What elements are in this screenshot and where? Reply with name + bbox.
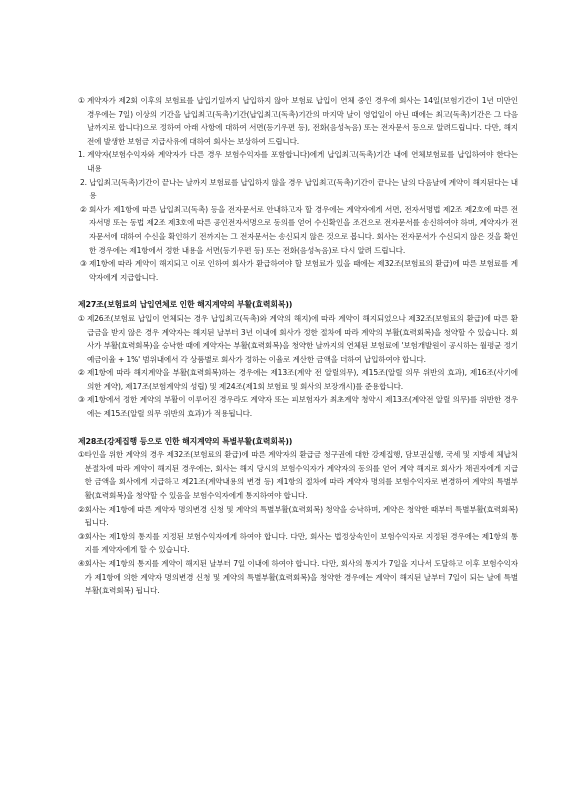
art26-paragraph-2 (78, 203, 518, 257)
paragraph-text: 회사는 제1항에 따른 계약자 명의변경 신청 및 계약의 특별부활(효력회복) 청약을 승낙하며, 계약은 청약한 때부터 특별부활(효력회복) 됩니다. (84, 504, 518, 528)
article-28-title: 제28조(강제집행 등으로 인한 해지계약의 특별부활(효력회복)) (78, 436, 293, 446)
paragraph-text: 타인을 위한 계약의 경우 제32조(보험료의 환급)에 따른 계약자의 환급금 청구권에 대한 강제집행, 담보권실행, 국세 및 지방세 체납처분절차에 따라 계약이 해지된 경우에는, 회사는 해지 당시의 보험수익자가 계약자의 동의를 얻어 계약 해지로 회사가 채권자에게 지급한 금액을 회사에게 지급하고 제21조(계약내용의 변경 등) 제1항의 절차에 따라 계약자 명의를 보험수익자로 변경하여 계약의 특별부활(효력회복)을 청약할 수 있음을 보험수익자에게 통지하여야 합니다. (84, 450, 518, 501)
paragraph-text: 제1항에서 정한 계약의 부활이 이루어진 경우라도 계약자 또는 피보험자가 최초계약 청약시 제13조(계약전 알릴 의무)를 위반한 경우에는 제15조(알릴 의무 위반의 효과)가 적용됩니다. (86, 395, 518, 419)
art27-paragraph-2 (78, 366, 518, 393)
paragraph-text: 제1항에 따라 계약이 해지되고 이로 인하여 회사가 환급하여야 할 보험료가 있을 때에는 제32조(보험료의 환급)에 따른 보험료를 계약자에게 지급합니다. (88, 259, 518, 282)
art28-paragraph-4 (78, 557, 518, 598)
document-page (78, 94, 518, 598)
art28-paragraph-1 (78, 448, 518, 502)
item-marker: 1. (78, 150, 85, 160)
item-text: 계약자(보험수익자와 계약자가 다른 경우 보험수익자를 포함합니다)에게 납입최고(독촉)기간 내에 연체보험료를 납입하여야 한다는 내용 (87, 150, 518, 173)
paragraph-marker: ③ (78, 395, 85, 405)
paragraph-marker: ③ (80, 259, 87, 269)
paragraph-marker: ② (80, 204, 87, 214)
art26-paragraph-1 (78, 94, 518, 148)
art26-item-1 (78, 148, 518, 175)
paragraph-text: 회사는 제1항의 통지를 지정된 보험수익자에게 하여야 합니다. 다만, 회사는 법정상속인이 보험수익자로 지정된 경우에는 제1항의 통지를 계약자에게 할 수 있습니다. (84, 531, 518, 555)
paragraph-marker: ① (78, 313, 85, 323)
paragraph-text: 제1항에 따라 해지계약을 부활(효력회복)하는 경우에는 제13조(계약 전 알릴의무), 제15조(알릴 의무 위반의 효과), 제16조(사기에 의한 계약), 제17조(보험계약의 성립) 및 제24조(제1회 보험료 및 회사의 보장개시)를 준용합니다. (86, 368, 518, 391)
paragraph-text: 제26조(보험료 납입이 연체되는 경우 납입최고(독촉)와 계약의 해지)에 따라 계약이 해지되었으나 제32조(보험료의 환급)에 따른 환급금을 받지 않은 경우 계약자는 해지된 날부터 3년 이내에 회사가 정한 절차에 따라 계약의 부활(효력회복)을 청약할 수 있습니다. 회사가 부활(효력회복)을 승낙한 때에 계약자는 부활(효력회복)을 청약한 날까지의 연체된 보험료에 '보험개발원이 공시하는 월평균 정기예금이율 + 1%' 범위내에서 각 상품별로 회사가 정하는 이율로 계산한 금액을 더하여 납입하여야 합니다. (86, 313, 518, 364)
paragraph-marker: ② (78, 504, 85, 514)
item-text: 납입최고(독촉)기간이 끝나는 날까지 보험료를 납입하지 않을 경우 납입최고(독촉)기간이 끝나는 날의 다음날에 계약이 해지된다는 내용 (89, 177, 518, 201)
article-27-title: 제27조(보험료의 납입연체로 인한 해지계약의 부활(효력회복)) (78, 300, 293, 310)
art26-item-2 (78, 176, 518, 203)
art28-paragraph-2 (78, 503, 518, 530)
paragraph-marker: ① (78, 96, 85, 105)
art28-paragraph-3 (78, 530, 518, 557)
paragraph-text: 회사가 제1항에 따른 납입최고(독촉) 등을 전자문서로 안내하고자 할 경우에는 계약자에게 서면, 전자서명법 제2조 제2호에 따른 전자서명 또는 동법 제2조 제3호에 따른 공인전자서명으로 동의를 얻어 수신확인을 조건으로 전자문서를 송신하여야 하며, 계약자가 전자문서에 대하여 수신을 확인하기 전까지는 그 전자문서는 송신되지 않은 것으로 봅니다. 회사는 전자문서가 수신되지 않은 것을 확인한 경우에는 제1항에서 정한 내용을 서면(등기우편 등) 또는 전화(음성녹음)로 다시 알려 드립니다. (88, 204, 518, 255)
art26-paragraph-3 (78, 257, 518, 284)
paragraph-text: 계약자가 제2회 이후의 보험료를 납입기일까지 납입하지 않아 보험료 납입이 연체 중인 경우에 회사는 14일(보험기간이 1년 미만인 경우에는 7일) 이상의 기간을 납입최고(독촉)기간(납입최고(독촉)기간의 마지막 날이 영업일이 아닌 때에는 최고(독촉)기간은 그 다음 날까지로 합니다)으로 정하여 아래 사항에 대하여 서면(등기우편 등), 전화(음성녹음) 또는 전자문서 등으로 알려드립니다. 다만, 해지 전에 발생한 보험금 지급사유에 대하여 회사는 보상하여 드립니다. (86, 96, 518, 146)
paragraph-marker: ③ (78, 531, 85, 541)
paragraph-marker: ④ (78, 559, 85, 568)
art27-paragraph-3 (78, 393, 518, 420)
art27-paragraph-1 (78, 312, 518, 366)
paragraph-marker: ① (78, 450, 85, 460)
paragraph-marker: ② (78, 368, 85, 378)
item-marker: 2. (80, 177, 87, 187)
paragraph-text: 회사는 제1항의 통지를 계약이 해지된 날부터 7일 이내에 하여야 합니다. 다만, 회사의 통지가 7일을 지나서 도달하고 이후 보험수익자가 제1항에 의한 계약자 명의변경 신청 및 계약의 특별부활(효력회복)을 청약한 경우에는 계약이 해지된 날부터 7일이 되는 날에 특별부활(효력회복) 됩니다. (84, 559, 518, 596)
